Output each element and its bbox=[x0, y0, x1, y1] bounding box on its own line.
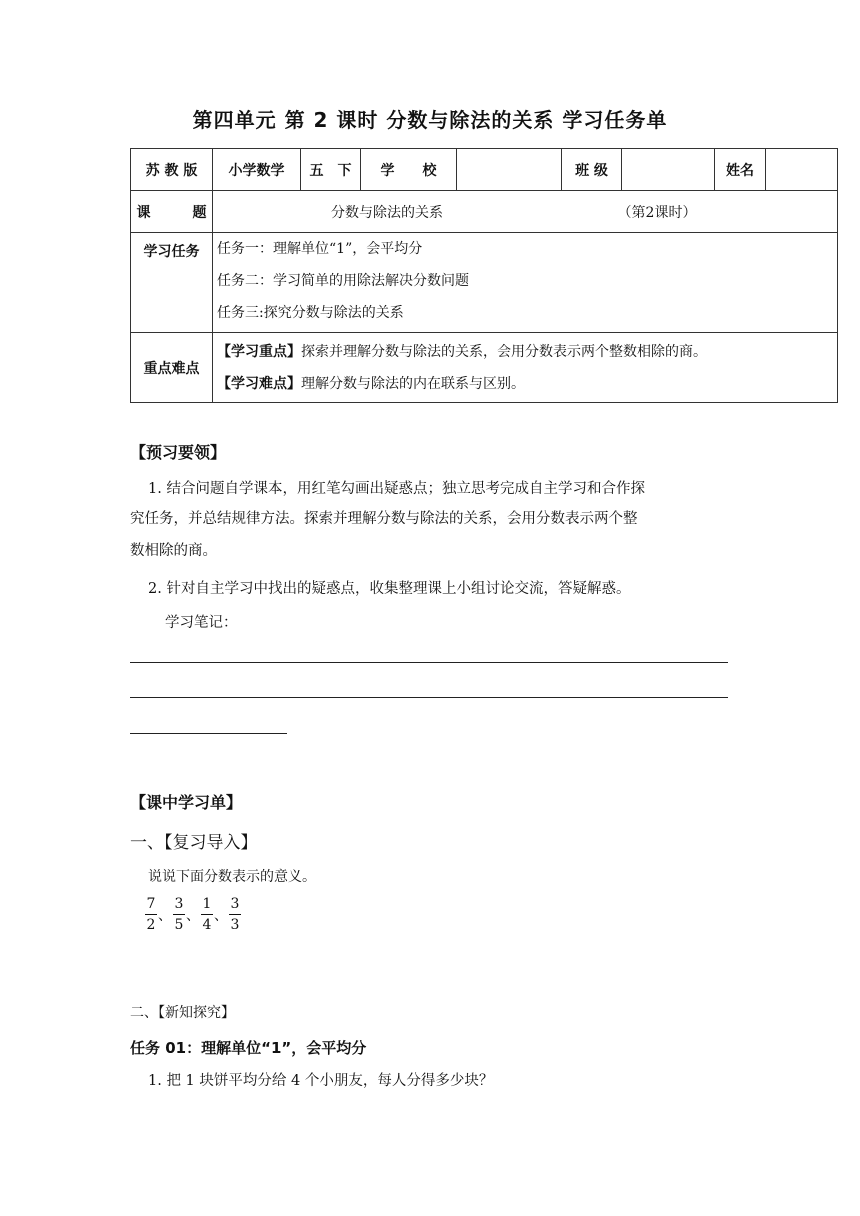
topic-value: 分数与除法的关系 bbox=[331, 204, 443, 221]
page-title: 第四单元 第 2 课时 分数与除法的关系 学习任务单 bbox=[192, 108, 668, 132]
keypoints-cell bbox=[213, 333, 838, 403]
grade-cell: 五 下 bbox=[301, 149, 361, 191]
fraction-list bbox=[145, 896, 241, 933]
fraction bbox=[201, 896, 213, 933]
new-knowledge-heading: 二、【新知探究】 bbox=[130, 1005, 235, 1021]
separator: 、 bbox=[158, 907, 172, 924]
key-point-label: 【学习重点】 bbox=[217, 343, 301, 360]
class-label: 班 级 bbox=[562, 149, 622, 191]
topic-period: （第2课时） bbox=[617, 204, 697, 221]
difficult-point-label: 【学习难点】 bbox=[217, 375, 301, 392]
key-point-text: 探索并理解分数与除法的关系，会用分数表示两个整数相除的商。 bbox=[301, 343, 707, 360]
info-table bbox=[130, 148, 838, 403]
numerator: 3 bbox=[230, 896, 240, 912]
denominator: 5 bbox=[174, 917, 184, 933]
notes-line[interactable] bbox=[130, 733, 287, 734]
task-item: 任务二：学习简单的用除法解决分数问题 bbox=[217, 273, 469, 289]
name-field[interactable] bbox=[766, 149, 838, 191]
numerator: 7 bbox=[146, 896, 156, 912]
task01-heading: 任务 01：理解单位“1”，会平均分 bbox=[130, 1039, 367, 1057]
tasks-label: 学习任务 bbox=[131, 233, 213, 333]
review-heading: 一、【复习导入】 bbox=[130, 833, 258, 853]
question-1: 1. 把 1 块饼平均分给 4 个小朋友，每人分得多少块？ bbox=[148, 1073, 494, 1089]
preview-p2: 2. 针对自主学习中找出的疑惑点，收集整理课上小组讨论交流，答疑解惑。 bbox=[148, 581, 631, 597]
fraction bbox=[173, 896, 185, 933]
school-label: 学 校 bbox=[361, 149, 457, 191]
denominator: 2 bbox=[146, 917, 156, 933]
name-label: 姓名 bbox=[715, 149, 766, 191]
preview-p1-line1: 1. 结合问题自学课本，用红笔勾画出疑惑点；独立思考完成自主学习和合作探 bbox=[148, 481, 645, 497]
preview-p1-line2: 究任务，并总结规律方法。探索并理解分数与除法的关系，会用分数表示两个整 bbox=[130, 511, 638, 527]
denominator: 4 bbox=[202, 917, 212, 933]
class-sheet-heading: 【课中学习单】 bbox=[130, 793, 243, 812]
class-field[interactable] bbox=[622, 149, 715, 191]
review-prompt: 说说下面分数表示的意义。 bbox=[148, 869, 316, 885]
fraction bbox=[229, 896, 241, 933]
separator: 、 bbox=[214, 907, 228, 924]
difficult-point-text: 理解分数与除法的内在联系与区别。 bbox=[301, 375, 525, 392]
numerator: 3 bbox=[174, 896, 184, 912]
notes-label: 学习笔记： bbox=[165, 615, 238, 631]
numerator: 1 bbox=[202, 896, 212, 912]
subject-cell: 小学数学 bbox=[213, 149, 301, 191]
preview-heading: 【预习要领】 bbox=[130, 443, 227, 462]
edition-cell: 苏 教 版 bbox=[131, 149, 213, 191]
notes-line[interactable] bbox=[130, 662, 728, 663]
tasks-cell bbox=[213, 233, 838, 333]
fraction bbox=[145, 896, 157, 933]
school-field[interactable] bbox=[457, 149, 562, 191]
task-item: 任务一：理解单位“1”，会平均分 bbox=[217, 241, 423, 257]
keypoints-label: 重点难点 bbox=[131, 333, 213, 403]
separator: 、 bbox=[186, 907, 200, 924]
preview-p1-line3: 数相除的商。 bbox=[130, 543, 217, 559]
denominator: 3 bbox=[230, 917, 240, 933]
task-item: 任务三:探究分数与除法的关系 bbox=[217, 305, 404, 321]
notes-line[interactable] bbox=[130, 697, 728, 698]
topic-label: 课 题 bbox=[131, 191, 213, 233]
topic-cell bbox=[213, 191, 838, 233]
